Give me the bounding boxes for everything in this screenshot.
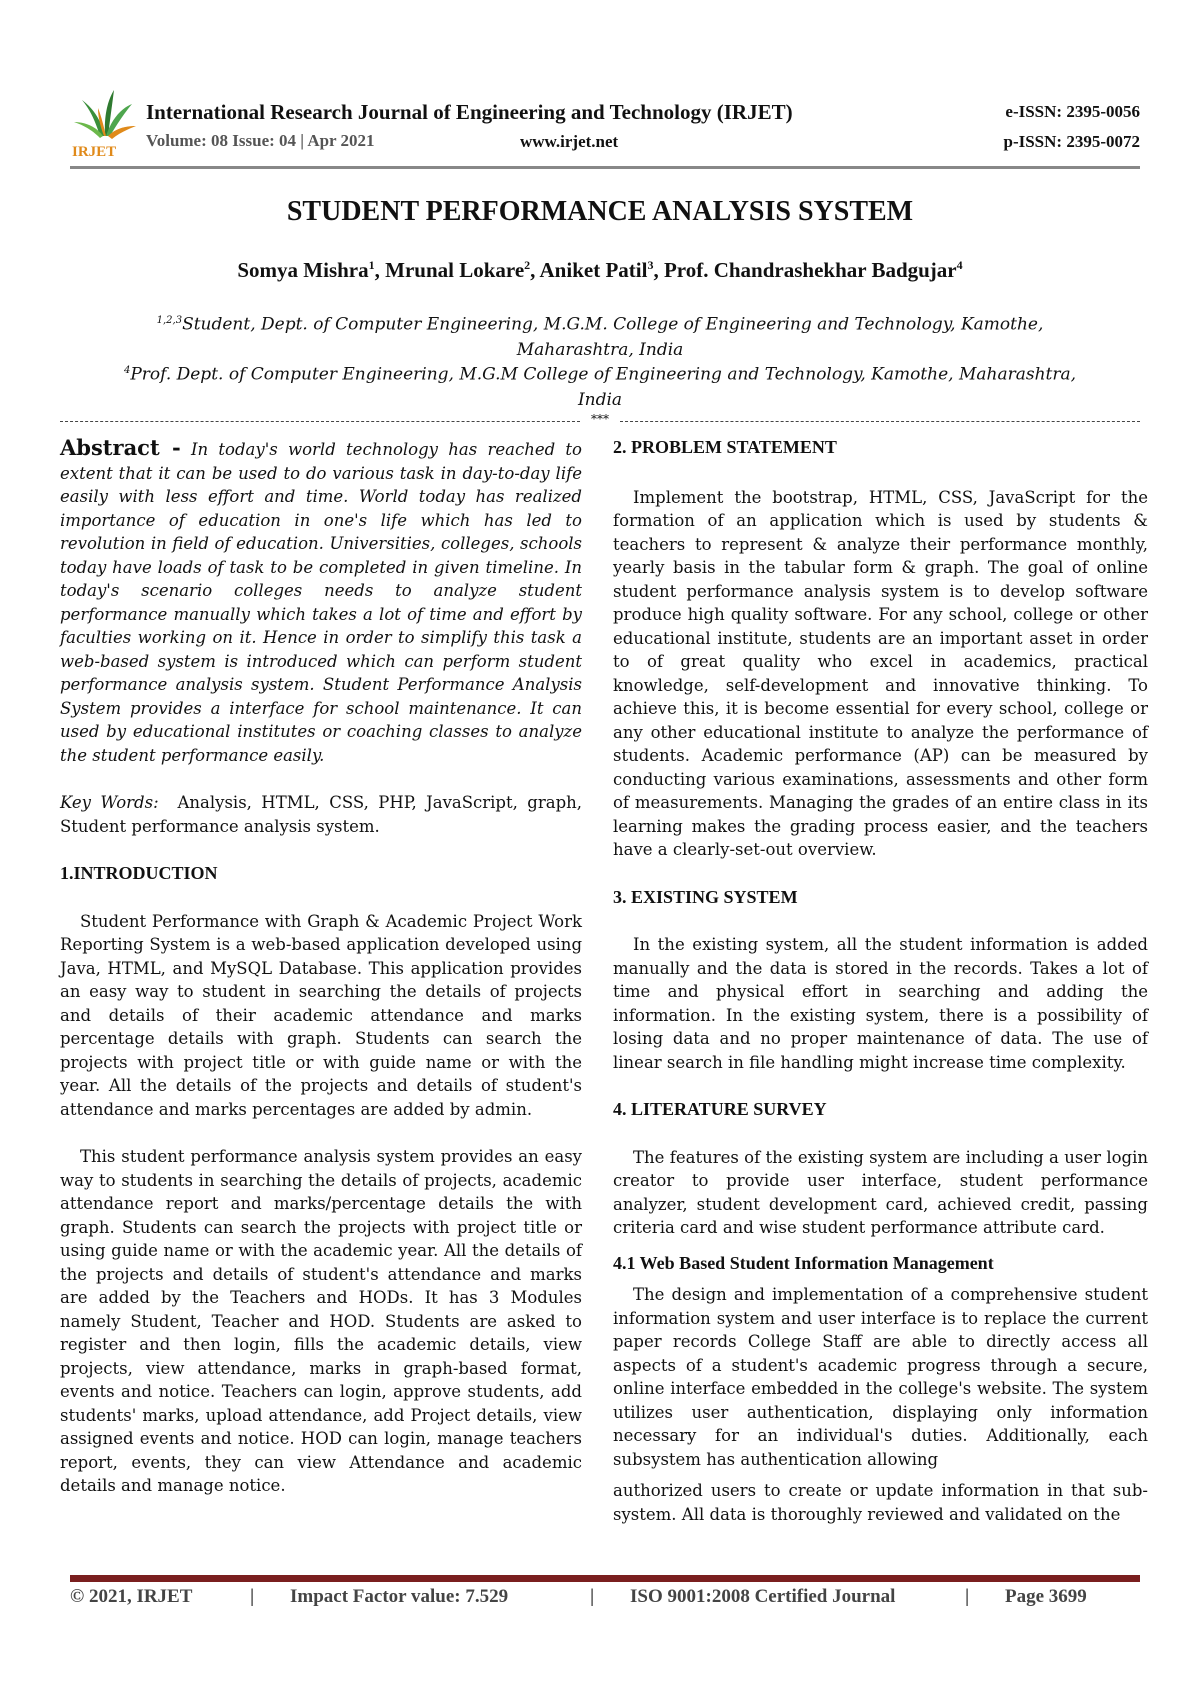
- author-sup: 4: [956, 258, 963, 272]
- affiliation-sup: 4: [123, 365, 131, 376]
- footer-divider-bar: |: [965, 1586, 970, 1607]
- abstract: [60, 436, 582, 767]
- footer-divider-bar: |: [250, 1586, 255, 1607]
- e-issn: e-ISSN: 2395-0056: [1005, 102, 1140, 121]
- affiliation-text: Student, Dept. of Computer Engineering, M.G.M. College of Engineering and Technology, Kamothe, Maharashtra, India: [182, 314, 1044, 360]
- section-heading: 1.INTRODUCTION: [60, 863, 218, 883]
- journal-website: www.irjet.net: [520, 132, 619, 151]
- volume-info: Volume: 08 Issue: 04 | Apr 2021: [146, 131, 375, 150]
- paragraph: In the existing system, all the student information is added manually and the data is stored in the records. Takes a lot of time and physical effort in searching and adding the information. In the existing system, there is a possibility of losing data and no proper maintenance of data. The use of linear search in file handling might increase time complexity.: [613, 935, 1148, 1072]
- p-issn: p-ISSN: 2395-0072: [1003, 132, 1140, 151]
- section-heading: 2. PROBLEM STATEMENT: [613, 437, 837, 457]
- affiliation-text: Prof. Dept. of Computer Engineering, M.G.M College of Engineering and Technology, Kamothe, Maharashtra, India: [130, 364, 1077, 410]
- author-sup: 2: [524, 258, 531, 272]
- footer-impact: Impact Factor value: 7.529: [290, 1586, 509, 1607]
- author-list: Somya Mishra$^1$, Mrunal Lokare$^2$, Aniket Patil$^3$, Prof. Chandrashekhar Badgujar$^4$: [237, 258, 963, 282]
- section-heading: 3. EXISTING SYSTEM: [613, 886, 798, 907]
- footer-iso: ISO 9001:2008 Certified Journal: [630, 1586, 896, 1607]
- abstract-label: Abstract -: [60, 435, 181, 460]
- left-column: [60, 436, 582, 1498]
- author-name: Somya Mishra: [237, 258, 369, 282]
- footer-divider-bar: |: [590, 1586, 595, 1607]
- affiliation: [100, 358, 1100, 413]
- author-sup: 1: [368, 258, 375, 272]
- header-divider: [70, 166, 1140, 169]
- paragraph-continued: authorized users to create or update information in that sub-system. All data is thoroughly reviewed and validated on the: [613, 1481, 1148, 1524]
- section-separator: [60, 412, 1140, 430]
- separator-mark: ***: [591, 412, 609, 426]
- keywords-label: Key Words: [60, 793, 154, 812]
- affiliation: [100, 308, 1100, 363]
- journal-name: International Research Journal of Engineering and Technology (IRJET): [146, 100, 793, 124]
- keywords: Key Words: Analysis, HTML, CSS, PHP, JavaScript, graph, Student performance analysis system.: [60, 793, 583, 836]
- abstract-text: In today's world technology has reached to extent that it can be used to do various task in day-to-day life easily with less effort and time. World today has realized importance of education in one's life which has led to revolution in field of education. Universities, colleges, schools today have loads of task to be completed in given timeline. In today's scenario colleges needs to analyze student performance manually which takes a lot of time and effort by faculties working on it. Hence in order to simplify this task a web-based system is introduced which can perform student performance analysis system. Student Performance Analysis System provides a interface for school maintenance. It can used by educational institutes or coaching classes to analyze the student performance easily.: [60, 440, 582, 765]
- paragraph: Implement the bootstrap, HTML, CSS, JavaScript for the formation of an application which is used by students & teachers to represent & analyze their performance monthly, yearly basis in the tabular form & graph. The goal of online student performance analysis system is to develop software produce high quality software. For any school, college or other educational institute, students are an important asset in order to of great quality who excel in academics, practical knowledge, self-development and innovative thinking. To achieve this, it is become essential for every school, college or any other educational institute to analyze the performance of students. Academic performance (AP) can be measured by conducting various examinations, assessments and other form of measurements. Managing the grades of an entire class in its learning makes the grading process easier, and the teachers have a clearly-set-out overview.: [613, 487, 1148, 859]
- author-name: Mrunal Lokare: [385, 258, 525, 282]
- irjet-logo: [70, 86, 140, 160]
- footer-divider: [70, 1575, 1140, 1582]
- footer-copyright: © 2021, IRJET: [70, 1586, 193, 1607]
- journal-header: [70, 86, 1140, 166]
- paragraph: The features of the existing system are including a user login creator to provide user interface, student performance analyzer, student development card, achieved credit, passing criteria card and wise student performance attribute card.: [613, 1147, 1148, 1237]
- paragraph: The design and implementation of a comprehensive student information system and user interface is to replace the current paper records College Staff are able to directly access all aspects of a student's academic progress through a secure, online interface embedded in the college's website. The system utilizes user authentication, displaying only information necessary for an individual's duties. Additionally, each subsystem has authentication allowing: [613, 1285, 1148, 1469]
- paragraph: This student performance analysis system provides an easy way to students in searching the details of projects, academic attendance report and marks/percentage details the with graph. Students can search the projects with project title or using guide name or with the academic year. All the details of the projects and details of student's attendance and marks are added by the Teachers and HODs. It has 3 Modules namely Student, Teacher and HOD. Students are asked to register and then login, fills the academic details, view projects, view attendance, marks in graph-based format, events and notice. Teachers can login, approve students, add students' marks, upload attendance, add Project details, view assigned events and notice. HOD can login, manage teachers report, events, they can view Attendance and academic details and manage notice.: [60, 1147, 582, 1495]
- author-sup: 3: [647, 258, 654, 272]
- paragraph: Student Performance with Graph & Academic Project Work Reporting System is a web-based application developed using Java, HTML, and MySQL Database. This application provides an easy way to student in searching the details of projects and details of their academic attendance and marks percentage details with graph. Students can search the projects with project title or with guide name or with the year. All the details of the projects and details of student's attendance and marks percentages are added by admin.: [60, 911, 582, 1119]
- author-name: Prof. Chandrashekhar Badgujar: [663, 258, 957, 282]
- subsection-heading: 4.1 Web Based Student Information Management: [613, 1252, 994, 1273]
- section-heading: 4. LITERATURE SURVEY: [613, 1099, 827, 1119]
- author-name: Aniket Patil: [539, 258, 648, 282]
- separator-line: [620, 421, 1140, 422]
- right-column: [613, 436, 1148, 1526]
- logo-text: IRJET: [72, 144, 117, 160]
- page-number: Page 3699: [1005, 1586, 1087, 1607]
- paper-title: STUDENT PERFORMANCE ANALYSIS SYSTEM: [286, 196, 914, 227]
- affiliation-sup: 1,2,3: [156, 315, 183, 326]
- keywords-text: Analysis, HTML, CSS, PHP, JavaScript, graph, Student performance analysis system.: [60, 793, 583, 836]
